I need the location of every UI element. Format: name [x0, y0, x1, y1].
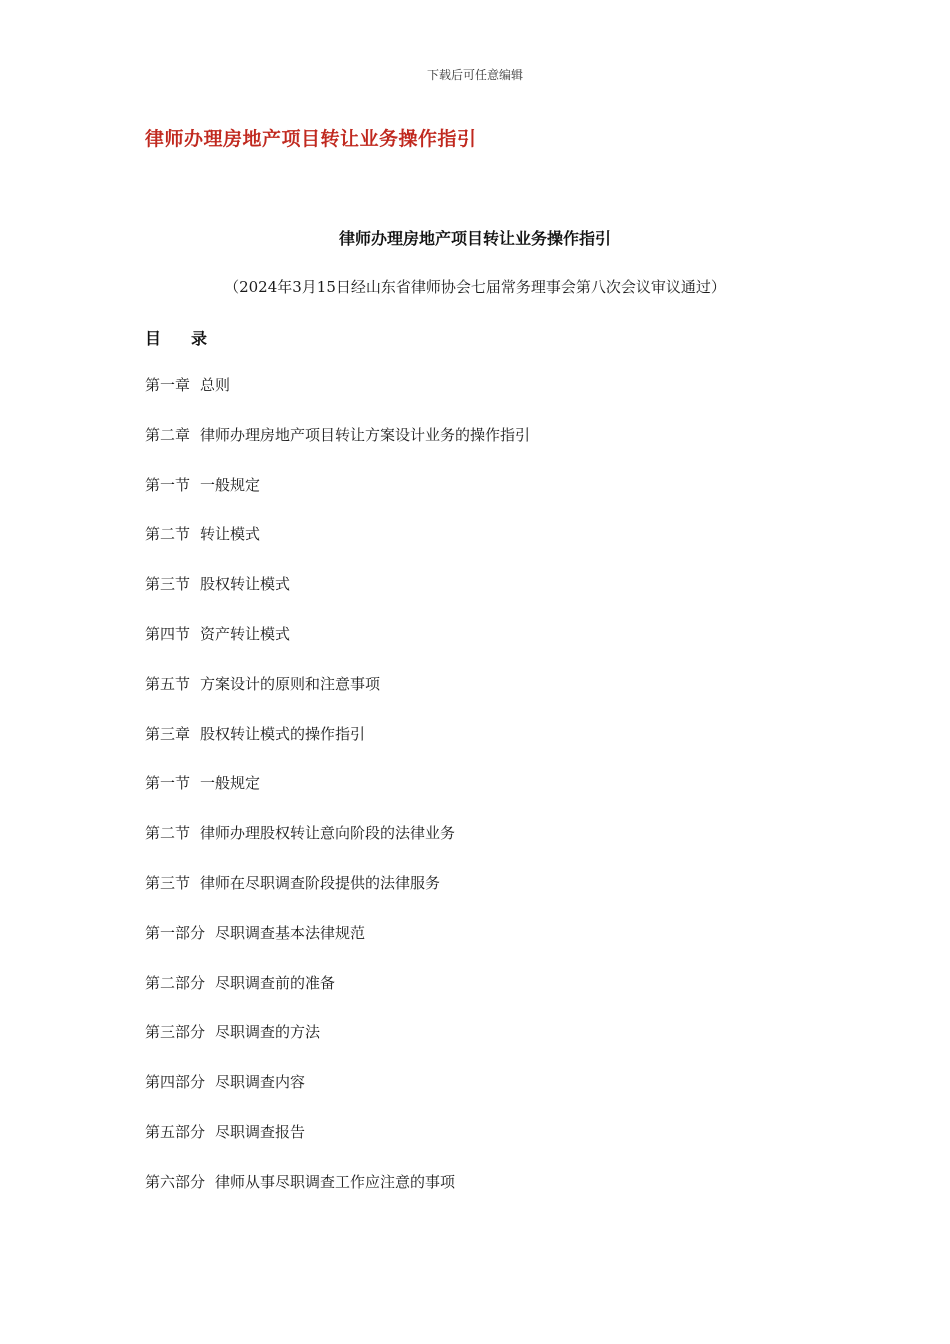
toc-item-title: 股权转让模式的操作指引 [200, 724, 366, 743]
toc-item-number: 第五部分 [145, 1122, 206, 1141]
toc-item-number: 第六部分 [145, 1172, 206, 1191]
toc-item-number: 第二节 [145, 824, 191, 843]
toc-item[interactable] [145, 524, 530, 574]
toc-item[interactable] [145, 973, 530, 1023]
toc-item[interactable] [145, 624, 530, 674]
toc-item[interactable] [145, 1172, 530, 1222]
toc-item[interactable] [145, 923, 530, 973]
toc-item-number: 第三节 [145, 873, 191, 892]
toc-item-number: 第三章 [145, 724, 191, 743]
toc-item[interactable] [145, 475, 530, 525]
toc-item[interactable] [145, 425, 530, 475]
toc-item-title: 资产转让模式 [200, 624, 291, 643]
toc-item[interactable] [145, 773, 530, 823]
toc-item-title: 律师办理房地产项目转让方案设计业务的操作指引 [200, 425, 531, 444]
toc-item[interactable] [145, 1022, 530, 1072]
toc-item-title: 尽职调查报告 [215, 1122, 306, 1141]
toc-item[interactable] [145, 724, 530, 774]
toc-item-title: 尽职调查前的准备 [215, 973, 336, 992]
toc-item-title: 律师从事尽职调查工作应注意的事项 [215, 1172, 456, 1191]
toc-item-number: 第一部分 [145, 923, 206, 942]
toc-item-title: 尽职调查基本法律规范 [215, 923, 366, 942]
toc-item-title: 律师在尽职调查阶段提供的法律服务 [200, 873, 441, 892]
table-of-contents [145, 375, 530, 1222]
toc-item[interactable] [145, 574, 530, 624]
toc-item-title: 总则 [200, 376, 231, 394]
toc-item-number: 第二节 [145, 525, 191, 544]
toc-item-title: 一般规定 [200, 475, 261, 494]
header-note: 下载后可任意编辑 [426, 68, 523, 82]
toc-item-number: 第四节 [145, 624, 191, 643]
toc-item[interactable] [145, 674, 530, 724]
red-title: 律师办理房地产项目转让业务操作指引 [145, 128, 477, 150]
toc-item[interactable] [145, 873, 530, 923]
toc-item-number: 第二章 [145, 425, 191, 444]
toc-item-number: 第四部分 [145, 1073, 206, 1092]
toc-item-title: 方案设计的原则和注意事项 [200, 674, 381, 693]
toc-item-title: 律师办理股权转让意向阶段的法律业务 [200, 824, 456, 843]
toc-item-number: 第一节 [145, 475, 191, 494]
toc-item-title: 转让模式 [200, 525, 261, 544]
toc-item-number: 第一节 [145, 774, 191, 793]
toc-item-number: 第一章 [145, 376, 191, 394]
toc-item[interactable] [145, 823, 530, 873]
toc-item-number: 第二部分 [145, 973, 206, 992]
toc-heading-char-2: 录 [191, 329, 208, 348]
toc-item[interactable] [145, 1072, 530, 1122]
toc-heading-char-1: 目 [145, 329, 162, 348]
toc-item[interactable] [145, 375, 530, 425]
document-subtitle: （2024年3月15日经山东省律师协会七届常务理事会第八次会议审议通过） [224, 278, 726, 296]
toc-item-title: 股权转让模式 [200, 575, 291, 594]
toc-item-title: 尽职调查的方法 [215, 1023, 321, 1042]
toc-item-number: 第三节 [145, 575, 191, 594]
toc-item-title: 尽职调查内容 [215, 1073, 306, 1092]
toc-item-title: 一般规定 [200, 774, 261, 793]
toc-item[interactable] [145, 1122, 530, 1172]
toc-heading [145, 326, 207, 349]
toc-item-number: 第五节 [145, 674, 191, 693]
document-title: 律师办理房地产项目转让业务操作指引 [338, 229, 611, 248]
toc-item-number: 第三部分 [145, 1023, 206, 1042]
